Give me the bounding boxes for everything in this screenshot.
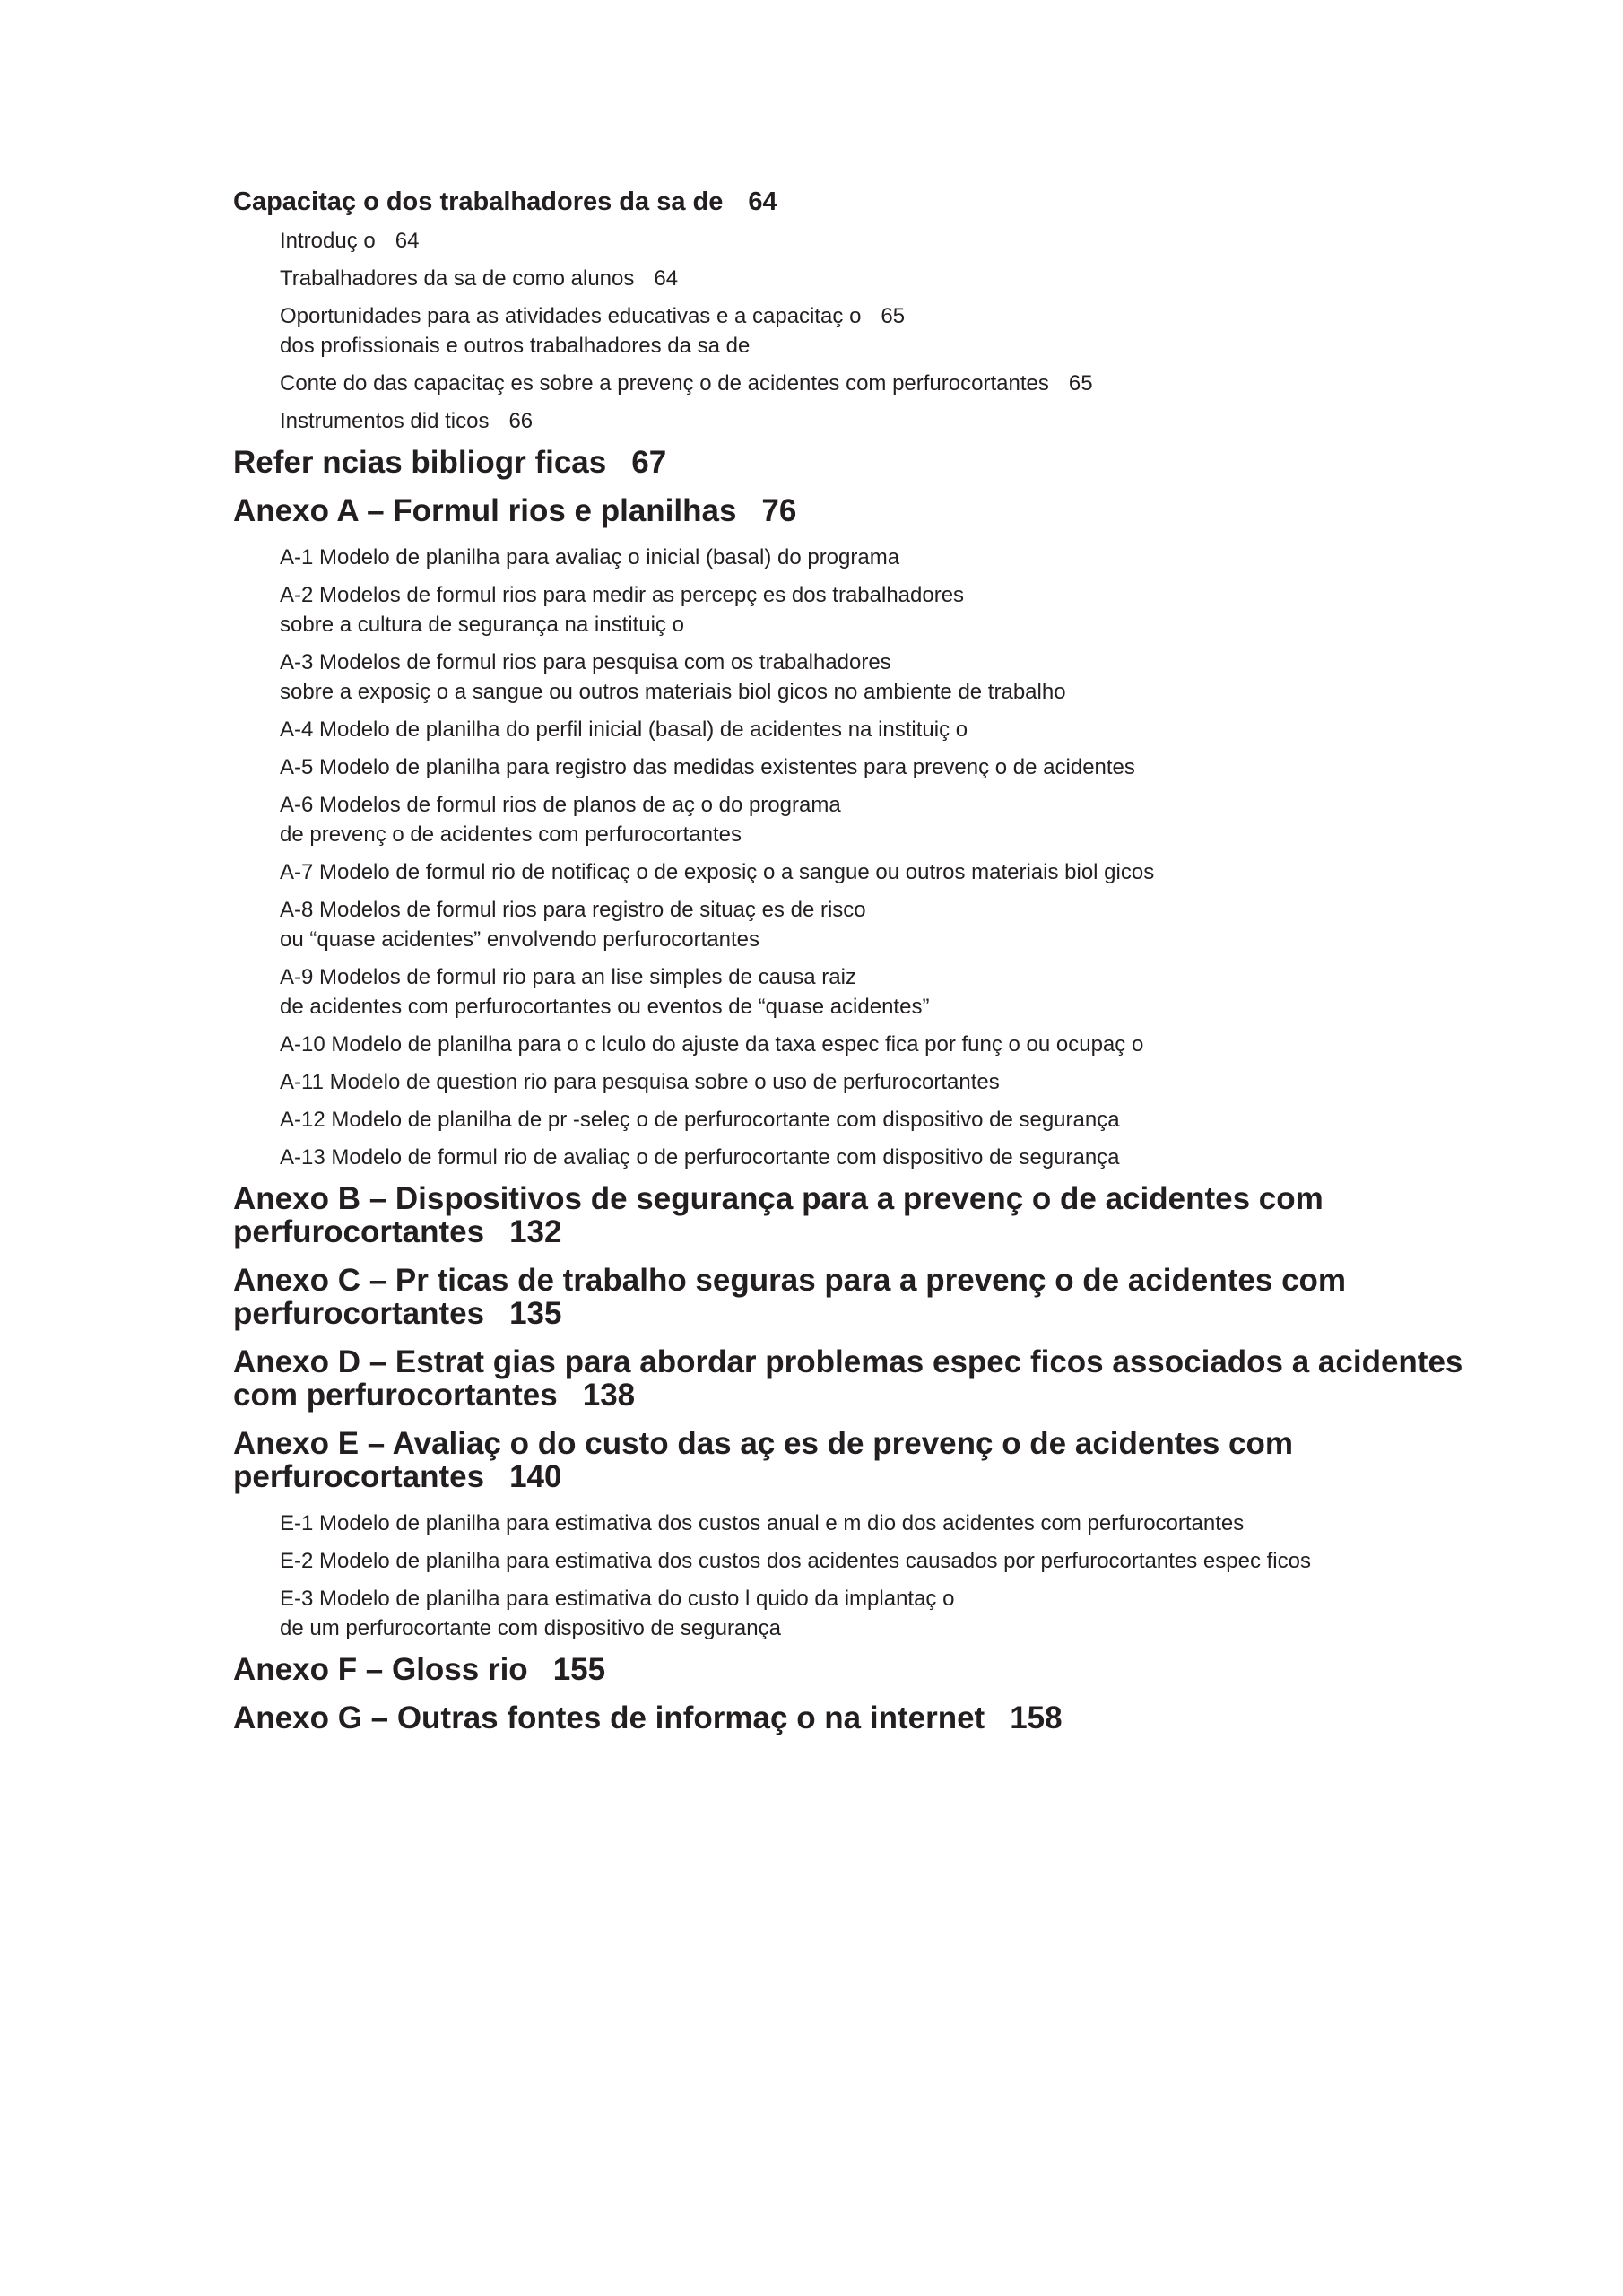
toc-subentry-text: de acidentes com perfurocortantes ou eventos de “quase acidentes” xyxy=(280,995,930,1019)
toc-subentry-first-line xyxy=(280,264,1506,293)
toc-subentry-page-number: 65 xyxy=(1068,371,1093,396)
toc-section-page-number: 135 xyxy=(509,1296,562,1331)
toc-subentry-text: Trabalhadores da sa de como alunos xyxy=(280,266,635,291)
toc-section xyxy=(233,1182,1506,1248)
toc-subentry-text: ou “quase acidentes” envolvendo perfurocortantes xyxy=(280,927,760,952)
toc-section-page-number: 76 xyxy=(761,493,797,528)
toc-subentry-text: de prevenç o de acidentes com perfurocortantes xyxy=(280,822,742,847)
toc-section-page-number: 132 xyxy=(509,1214,562,1249)
toc-section-title: Anexo A – Formul rios e planilhas xyxy=(233,493,737,528)
toc-subentry-text: A-12 Modelo de planilha de pr -seleç o de perfurocortante com dispositivo de segurança xyxy=(280,1108,1120,1132)
toc-section-page-number: 64 xyxy=(748,187,777,216)
toc-subentry-first-line xyxy=(280,369,1506,398)
toc-section-title: Anexo G – Outras fontes de informaç o na internet xyxy=(233,1700,985,1735)
toc-subentry-list xyxy=(280,543,1506,1172)
toc-subentry xyxy=(280,895,1506,954)
toc-subentry-list xyxy=(280,1509,1506,1643)
toc-subentry xyxy=(280,648,1506,707)
toc-section xyxy=(233,494,1506,527)
toc-subentry-page-number: 65 xyxy=(881,304,906,328)
toc-subentry-first-line xyxy=(280,406,1506,436)
toc-subentry-text: E-1 Modelo de planilha para estimativa dos custos anual e m dio dos acidentes com perfurocortantes xyxy=(280,1511,1245,1535)
toc-section-page-number: 138 xyxy=(582,1378,636,1413)
toc-subentry-text: E-3 Modelo de planilha para estimativa do custo l quido da implantaç o xyxy=(280,1587,955,1611)
toc-subentry-text: sobre a exposiç o a sangue ou outros materiais biol gicos no ambiente de trabalho xyxy=(280,680,1066,704)
toc-subentry-text: A-11 Modelo de question rio para pesquisa sobre o uso de perfurocortantes xyxy=(280,1070,1000,1094)
toc-subentry-text: Oportunidades para as atividades educativas e a capacitaç o xyxy=(280,304,862,328)
toc-subentry-text: A-10 Modelo de planilha para o c lculo do ajuste da taxa espec fica por funç o ou ocupaç o xyxy=(280,1032,1144,1057)
toc-subentry-text: A-4 Modelo de planilha do perfil inicial (basal) de acidentes na instituiç o xyxy=(280,718,968,742)
toc-section-page-number: 155 xyxy=(552,1652,606,1687)
toc-subentry xyxy=(280,301,1506,361)
toc-section xyxy=(233,1653,1506,1686)
toc-subentry-text: A-9 Modelos de formul rio para an lise simples de causa raiz xyxy=(280,965,856,989)
toc-subentry-text: de um perfurocortante com dispositivo de segurança xyxy=(280,1616,781,1640)
toc-subentry xyxy=(280,1584,1506,1643)
toc-section-title: Anexo D – Estrat gias para abordar problemas espec ficos associados a acidentes com perfurocortantes xyxy=(233,1344,1463,1413)
toc-subentry xyxy=(280,1143,1506,1172)
toc-subentry xyxy=(280,1105,1506,1135)
toc-section xyxy=(233,1264,1506,1330)
toc-subentry-text: A-6 Modelos de formul rios de planos de aç o do programa xyxy=(280,793,841,817)
toc-subentry-text: A-5 Modelo de planilha para registro das medidas existentes para prevenç o de acidentes xyxy=(280,755,1135,779)
toc-section-page-number: 140 xyxy=(509,1459,562,1494)
toc-section xyxy=(233,446,1506,479)
toc-section-title: Anexo C – Pr ticas de trabalho seguras para a prevenç o de acidentes com perfurocortantes xyxy=(233,1263,1347,1331)
toc-section-title: Anexo F – Gloss rio xyxy=(233,1652,528,1687)
toc-subentry-text: Conte do das capacitaç es sobre a prevenç o de acidentes com perfurocortantes xyxy=(280,371,1049,396)
toc-subentry xyxy=(280,580,1506,639)
toc-subentry-text: Instrumentos did ticos xyxy=(280,409,490,433)
toc-subentry xyxy=(280,962,1506,1022)
toc-subentry-text: A-7 Modelo de formul rio de notificaç o de exposiç o a sangue ou outros materiais biol gicos xyxy=(280,860,1155,884)
toc-section-title: Capacitaç o dos trabalhadores da sa de xyxy=(233,187,724,216)
toc-subentry-text: A-8 Modelos de formul rios para registro de situaç es de risco xyxy=(280,898,866,922)
toc-subentry xyxy=(280,1509,1506,1538)
toc-subentry-text: Introduç o xyxy=(280,229,376,253)
toc-subentry-text: A-13 Modelo de formul rio de avaliaç o de perfurocortante com dispositivo de segurança xyxy=(280,1145,1120,1170)
toc-section-page-number: 67 xyxy=(631,445,667,480)
toc-subentry-text: A-3 Modelos de formul rios para pesquisa com os trabalhadores xyxy=(280,650,891,674)
toc-section xyxy=(233,1701,1506,1735)
toc-subentry-text: dos profissionais e outros trabalhadores da sa de xyxy=(280,334,751,358)
toc-subentry-first-line xyxy=(280,226,1506,256)
toc-subentry-page-number: 66 xyxy=(508,409,534,433)
toc-subentry-first-line xyxy=(280,301,1506,331)
toc-subentry xyxy=(280,1030,1506,1059)
toc-subentry-text: A-2 Modelos de formul rios para medir as percepç es dos trabalhadores xyxy=(280,583,965,607)
toc-subentry xyxy=(280,715,1506,744)
toc-section-title: Refer ncias bibliogr ficas xyxy=(233,445,607,480)
toc-subentry xyxy=(280,406,1506,436)
toc-subentry-text: E-2 Modelo de planilha para estimativa dos custos dos acidentes causados por perfurocortantes espec ficos xyxy=(280,1549,1311,1573)
toc-subentry xyxy=(280,543,1506,572)
toc-section xyxy=(233,1345,1506,1412)
toc-subentry xyxy=(280,1546,1506,1576)
table-of-contents xyxy=(233,185,1506,1750)
toc-subentry-page-number: 64 xyxy=(654,266,679,291)
toc-section-page-number: 158 xyxy=(1010,1700,1063,1735)
toc-subentry-list xyxy=(280,226,1506,436)
toc-subentry xyxy=(280,264,1506,293)
toc-subentry xyxy=(280,857,1506,887)
toc-subentry-page-number: 64 xyxy=(395,229,420,253)
toc-subentry xyxy=(280,752,1506,782)
toc-section xyxy=(233,185,1506,219)
toc-subentry-text: A-1 Modelo de planilha para avaliaç o inicial (basal) do programa xyxy=(280,545,900,570)
toc-subentry xyxy=(280,226,1506,256)
toc-section-title: Anexo B – Dispositivos de segurança para a prevenç o de acidentes com perfurocortantes xyxy=(233,1181,1324,1249)
toc-subentry xyxy=(280,790,1506,849)
toc-section xyxy=(233,1427,1506,1493)
toc-subentry xyxy=(280,1067,1506,1097)
toc-section-title: Anexo E – Avaliaç o do custo das aç es de prevenç o de acidentes com perfurocortantes xyxy=(233,1426,1294,1494)
toc-subentry xyxy=(280,369,1506,398)
toc-subentry-text: sobre a cultura de segurança na instituiç o xyxy=(280,613,684,637)
